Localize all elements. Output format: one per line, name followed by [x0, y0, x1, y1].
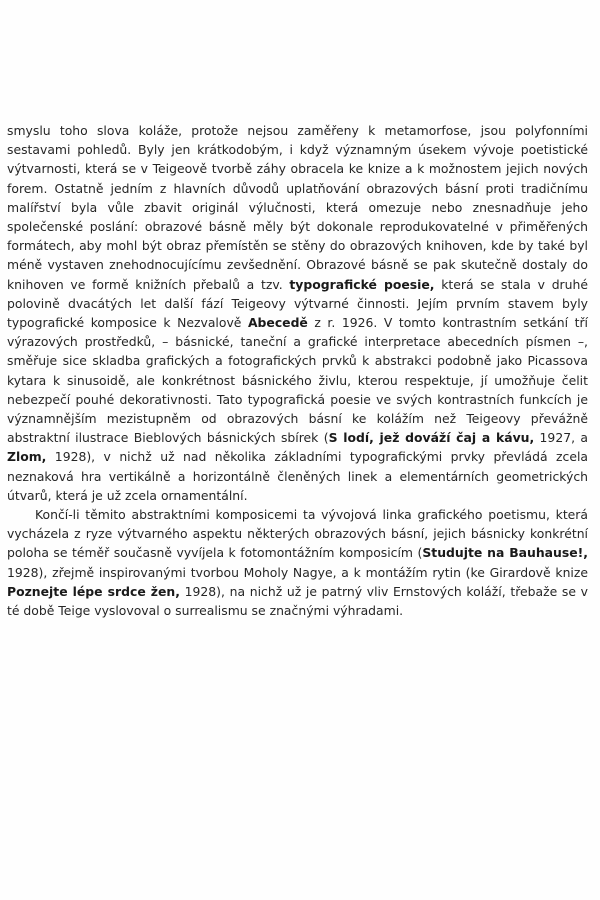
text-run: Končí-li těmito abstraktními komposicemi ta vývojová linka grafického poetismu, která vycházela z ryze výtvarného aspektu některých obrazových básní, jejich básnicky konkrétní poloha se téměř současně vyvíjela k fotomontážním komposicím ( [7, 507, 588, 561]
paragraph-2 [7, 505, 588, 620]
text-run: 1927, a [534, 430, 588, 446]
text-run: smyslu toho slova koláže, protože nejsou zaměřeny k metamorfose, jsou polyfonními sestavami pohledů. Byly jen krátkodobým, i když významným úsekem vývoje poetistické výtvarnosti, která se v Teigeově tvorbě záhy obracela ke knize a k možnostem jejich nových forem. Ostatně jedním z hlavních důvodů uplatňování obrazových básní proti tradičnímu malířství byla vůle zbavit originál výlučnosti, která omezuje nebo znesnadňuje jeho společenské poslání: obrazové básně měly být dokonale reprodukovatelné v přiměřených formátech, aby mohl být obraz přemístěn se stěny do obrazových knihoven, kde by také byl méně vystaven znehodnocujícímu zevšednění. Obrazové básně se pak skutečně dostaly do knihoven ve formě knižních přebalů a tzv. [7, 123, 588, 292]
text-run: 1928), zřejmě inspirovanými tvorbou Moholy Nagye, a k montážím rytin (ke Girardově knize [7, 564, 588, 580]
bold-title-run: Abecedě [247, 315, 308, 331]
bold-title-run: typografické poesie, [289, 276, 435, 292]
bold-title-run: Zlom, [7, 449, 47, 465]
text-run: z r. 1926. V tomto kontrastním setkání tří výrazových prostředků, – básnické, taneční a grafické interpretace abecedních písmen –, směřuje sice skladba grafických a fotografických prvků k abstrakci podobně jako Picassova kytara k sinusoidě, ale konkrétnost básnického živlu, kterou respektuje, jí umožňuje čelit nebezpečí pouhé dekorativnosti. Tato typografická poesie ve svých kontrastních funkcích je významnějším mezistupněm od obrazových básní ke kolážím než Teigeovy převážně abstraktní ilustrace Bieblových básnických sbírek ( [7, 315, 588, 446]
body-text [7, 121, 588, 620]
bold-title-run: Poznejte lépe srdce žen, [7, 583, 180, 599]
text-run: 1928), na nichž už je patrný vliv Ernstových koláží, třebaže se v té době Teige vyslovoval o surrealismu se značnými výhradami. [7, 583, 589, 619]
paragraph-1 [7, 121, 588, 505]
text-run: 1928), v nichž už nad několika základními typografickými prvky převládá zcela neznaková hra vertikálně a horizontálně členěných linek a elementárních geometrických útvarů, která je už zcela ornamentální. [7, 449, 588, 503]
bold-title-run: Studujte na Bauhause!, [422, 545, 589, 561]
bold-title-run: S lodí, jež dováží čaj a kávu, [328, 430, 535, 446]
text-run: která se stala v druhé polovině dvacátých let další fází Teigeovy výtvarné činnosti. Jejím prvním stavem byly typografické komposice k Nezvalově [7, 276, 588, 331]
